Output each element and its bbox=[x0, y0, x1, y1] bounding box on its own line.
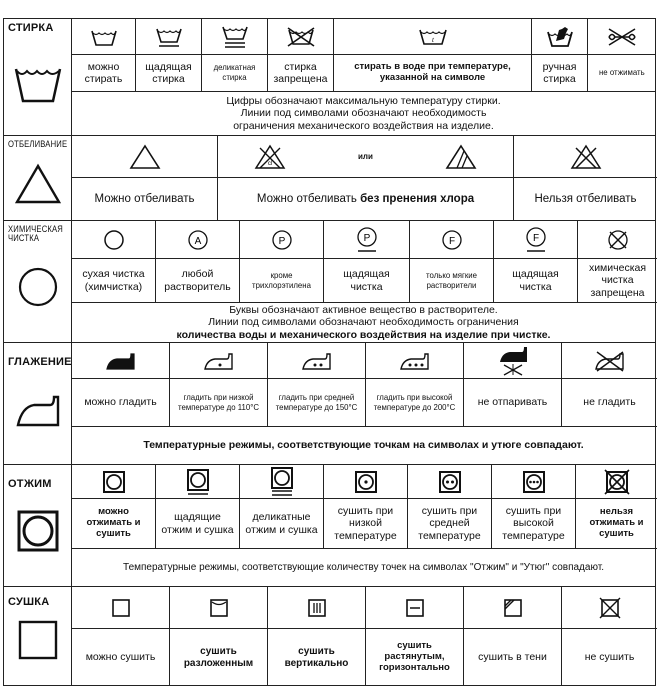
iron-plain-icon bbox=[105, 351, 137, 371]
letter-a-circle-icon bbox=[187, 229, 209, 251]
dry-flat-label-cell bbox=[170, 629, 268, 686]
no-spin-label: нельзя отжимать и сушить bbox=[589, 506, 644, 539]
delicate-spin-label: деликатные отжим и сушка bbox=[245, 511, 318, 536]
drycleaning-title-line: ХИМИЧЕСКАЯ bbox=[8, 224, 63, 234]
no-wring-icon-cell bbox=[588, 19, 655, 55]
iron-label: можно гладить bbox=[84, 396, 157, 409]
letter-p-circle-icon bbox=[271, 229, 293, 251]
svg-text:cl: cl bbox=[267, 160, 273, 167]
no-bleach-icon-cell bbox=[514, 136, 657, 178]
letter-f-underlined-icon bbox=[524, 226, 548, 254]
delicate-wash-icon-cell bbox=[202, 19, 268, 55]
dry-shade-icon-cell bbox=[464, 587, 562, 629]
no-steam-label-cell bbox=[464, 379, 562, 427]
washing-title: СТИРКА bbox=[8, 22, 54, 34]
bleaching-grid bbox=[72, 136, 655, 221]
drycleaning-grid bbox=[72, 221, 655, 303]
ironing-note: Температурные режимы, соответствующие точкам на символах и утюге совпадают. bbox=[143, 439, 584, 452]
no-trichlor-icon-cell bbox=[240, 221, 324, 259]
no-dryclean-icon-cell bbox=[578, 221, 657, 259]
delicate-wash-label-cell bbox=[202, 55, 268, 92]
letter-f-circle-icon bbox=[441, 229, 463, 251]
non-chlorine-label bbox=[255, 193, 476, 206]
no-trichlor-label-cell bbox=[240, 259, 324, 303]
no-dryclean-icon bbox=[606, 228, 630, 252]
mild-solvent-icon-cell bbox=[410, 221, 494, 259]
mild-solvent-label: только мягкие растворители bbox=[426, 269, 477, 290]
section-ironing bbox=[3, 343, 656, 465]
delicate-spin-icon-cell bbox=[240, 465, 324, 499]
temperature-wash-icon bbox=[418, 26, 448, 48]
no-wring-label: не отжимать bbox=[598, 67, 645, 78]
no-wash-icon-cell bbox=[268, 19, 334, 55]
dry-vertical-label: сушить вертикально bbox=[284, 646, 349, 669]
no-wring-label-cell bbox=[588, 55, 655, 92]
any-solvent-label: любой растворитель bbox=[164, 268, 231, 293]
temp-wash-label: стирать в воде при температуре, указанной на символе bbox=[354, 61, 511, 83]
washing-note bbox=[72, 92, 655, 135]
drycleaning-note-line: Буквы обозначают активное вещество в растворителе. bbox=[229, 303, 498, 316]
section-spinning bbox=[3, 465, 656, 587]
dry-vertical-label-cell bbox=[268, 629, 366, 686]
wash-tub-icon bbox=[90, 27, 118, 47]
no-dry-label-cell bbox=[562, 629, 657, 686]
dry-shade-icon bbox=[503, 598, 523, 618]
delicate-spin-label-cell bbox=[240, 499, 324, 549]
section-drying bbox=[3, 587, 656, 686]
dry-square-icon bbox=[111, 598, 131, 618]
no-dry-icon bbox=[599, 597, 621, 619]
iron-medium-icon-cell bbox=[268, 343, 366, 379]
non-chlorine-label-main: Можно отбеливать bbox=[256, 192, 357, 205]
spinning-grid bbox=[72, 465, 655, 549]
dry-line-icon bbox=[209, 598, 229, 618]
gentle-wash-label-cell bbox=[136, 55, 202, 92]
non-chlorine-label-cell bbox=[218, 178, 514, 221]
dry-shade-label-cell bbox=[464, 629, 562, 686]
spin-label: можно отжимать и сушить bbox=[86, 506, 141, 539]
tumble-delicate-icon bbox=[270, 466, 294, 497]
tumble-one-dot-icon bbox=[354, 470, 378, 494]
solvent-letter: A bbox=[194, 235, 201, 247]
iron-low-label: гладить при низкой температуре до 110°C bbox=[177, 391, 260, 412]
temp-wash-label-cell bbox=[334, 55, 532, 92]
letter-p-underlined-icon bbox=[355, 226, 379, 254]
ironing-title: ГЛАЖЕНИЕ bbox=[8, 356, 72, 368]
wash-label: можно стирать bbox=[84, 60, 123, 85]
dry-label: можно сушить bbox=[85, 651, 156, 664]
dry-low-icon-cell bbox=[324, 465, 408, 499]
no-wring-icon bbox=[605, 27, 639, 47]
iron-medium-label: гладить при средней температуре до 150°C bbox=[275, 391, 358, 412]
no-dry-icon-cell bbox=[562, 587, 657, 629]
hand-wash-icon-cell bbox=[532, 19, 588, 55]
dry-low-label: сушить при низкой температуре bbox=[334, 505, 397, 542]
iron-label-cell bbox=[72, 379, 170, 427]
iron-icon bbox=[14, 389, 62, 433]
gentle-f-icon-cell bbox=[494, 221, 578, 259]
gentle-p-icon-cell bbox=[324, 221, 410, 259]
iron-high-icon-cell bbox=[366, 343, 464, 379]
tumble-icon bbox=[102, 470, 126, 494]
no-trichlor-label: кроме трихлорэтилена bbox=[252, 269, 311, 290]
washing-header bbox=[4, 19, 72, 135]
any-solvent-label-cell bbox=[156, 259, 240, 303]
crossed-cl-triangle-icon bbox=[254, 144, 286, 170]
no-bleach-label: Нельзя отбеливать bbox=[534, 192, 637, 205]
no-steam-icon-cell bbox=[464, 343, 562, 379]
iron-high-label-cell bbox=[366, 379, 464, 427]
iron-high-label: гладить при высокой температуре до 200°C bbox=[373, 391, 456, 412]
any-solvent-icon-cell bbox=[156, 221, 240, 259]
no-iron-label: не гладить bbox=[583, 396, 636, 409]
iron-medium-label-cell bbox=[268, 379, 366, 427]
washing-note-line: Цифры обозначают максимальную температуру стирки. bbox=[226, 94, 501, 107]
temp-wash-icon-cell bbox=[334, 19, 532, 55]
no-tumble-icon bbox=[604, 469, 630, 495]
tumble-gentle-icon bbox=[186, 468, 210, 496]
tumble-dry-icon bbox=[14, 509, 62, 553]
gentle-p-label-cell bbox=[324, 259, 410, 303]
dry-shade-label: сушить в тени bbox=[478, 651, 547, 664]
section-drycleaning bbox=[3, 221, 656, 343]
delicate-wash-label: деликатная стирка bbox=[213, 62, 256, 82]
spin-icon-cell bbox=[72, 465, 156, 499]
no-steam-icon bbox=[496, 346, 530, 376]
ironing-header bbox=[4, 343, 72, 464]
no-bleach-label-cell bbox=[514, 178, 657, 221]
dry-vertical-lines-icon bbox=[307, 598, 327, 618]
no-bleach-icon bbox=[570, 144, 602, 170]
hand-wash-icon bbox=[545, 24, 575, 50]
bleach-icon-cell bbox=[72, 136, 218, 178]
drycleaning-note-line: количества воды и механического воздействия на изделие при чистке. bbox=[176, 328, 551, 341]
gentle-f-label: щадящая чистка bbox=[512, 268, 559, 293]
gentle-f-label-cell bbox=[494, 259, 578, 303]
drying-square-icon bbox=[14, 619, 62, 663]
solvent-letter: F bbox=[532, 232, 539, 244]
tumble-three-dots-icon bbox=[522, 470, 546, 494]
drycleaning-header bbox=[4, 221, 72, 342]
gentle-wash-label: щадящая стирка bbox=[145, 60, 192, 85]
dry-vertical-icon-cell bbox=[268, 587, 366, 629]
bleach-triangle-icon bbox=[129, 144, 161, 170]
washing-note-line: ограничения механического воздействия на изделие. bbox=[233, 119, 494, 132]
iron-one-dot-icon bbox=[203, 351, 235, 371]
drying-header bbox=[4, 587, 72, 685]
drycleaning-note bbox=[72, 303, 655, 342]
dryclean-icon-cell bbox=[72, 221, 156, 259]
spin-label-cell bbox=[72, 499, 156, 549]
washing-note-line: Линии под символами обозначают необходимость bbox=[240, 107, 487, 120]
striped-triangle-icon bbox=[445, 144, 477, 170]
gentle-wash-icon-cell bbox=[136, 19, 202, 55]
bleach-label-cell bbox=[72, 178, 218, 221]
wash-icon-cell bbox=[72, 19, 136, 55]
no-wash-label: стирка запрещена bbox=[273, 60, 328, 85]
dry-horizontal-icon-cell bbox=[366, 587, 464, 629]
non-chlorine-label-bold: без пренения хлора bbox=[360, 192, 475, 205]
washtub-icon bbox=[14, 63, 62, 107]
drycleaning-title-line: ЧИСТКА bbox=[8, 233, 40, 244]
no-iron-icon-cell bbox=[562, 343, 657, 379]
no-wash-label-cell bbox=[268, 55, 334, 92]
tumble-two-dots-icon bbox=[438, 470, 462, 494]
spinning-note: Температурные режимы, соответствующие количеству точек на символах "Отжим" и "Утюг" совпадают. bbox=[123, 561, 604, 573]
washing-grid bbox=[72, 19, 655, 92]
no-dryclean-label: химическая чистка запрещена bbox=[588, 262, 647, 299]
gentle-wash-icon bbox=[155, 26, 183, 48]
iron-two-dots-icon bbox=[301, 351, 333, 371]
no-wash-icon bbox=[286, 26, 316, 48]
dry-label-cell bbox=[72, 629, 170, 686]
iron-low-label-cell bbox=[170, 379, 268, 427]
dry-medium-icon-cell bbox=[408, 465, 492, 499]
no-spin-icon-cell bbox=[576, 465, 657, 499]
solvent-letter: F bbox=[448, 235, 455, 247]
iron-icon-cell bbox=[72, 343, 170, 379]
dry-horizontal-line-icon bbox=[405, 598, 425, 618]
triangle-icon bbox=[14, 162, 62, 206]
dry-high-label: сушить при высокой температуре bbox=[502, 505, 565, 542]
section-bleaching bbox=[3, 136, 656, 221]
bleach-label: Можно отбеливать bbox=[94, 192, 195, 205]
no-dryclean-label-cell bbox=[578, 259, 657, 303]
drying-title: СУШКА bbox=[8, 596, 50, 608]
dry-low-label-cell bbox=[324, 499, 408, 549]
gentle-spin-label: щадящие отжим и сушка bbox=[161, 511, 234, 536]
dryclean-label: сухая чистка (химчистка) bbox=[82, 268, 145, 293]
circle-icon bbox=[14, 265, 62, 309]
dryclean-circle-icon bbox=[103, 229, 125, 251]
dry-horizontal-label: сушить растянутым, горизонтально bbox=[379, 640, 450, 673]
non-chlorine-icon-cell bbox=[218, 136, 514, 178]
delicate-wash-icon bbox=[221, 25, 249, 49]
or-text: или bbox=[358, 152, 373, 161]
section-washing bbox=[3, 18, 656, 136]
drying-grid bbox=[72, 587, 655, 686]
dry-icon-cell bbox=[72, 587, 170, 629]
svg-text:t: t bbox=[431, 35, 434, 44]
solvent-letter: P bbox=[278, 235, 285, 247]
dry-flat-icon-cell bbox=[170, 587, 268, 629]
drycleaning-note-line: Линии под символами обозначают необходимость ограничения bbox=[208, 316, 519, 329]
spinning-header bbox=[4, 465, 72, 586]
drycleaning-title bbox=[8, 225, 69, 244]
gentle-spin-label-cell bbox=[156, 499, 240, 549]
gentle-p-label: щадящая чистка bbox=[343, 268, 390, 293]
no-iron-label-cell bbox=[562, 379, 657, 427]
iron-three-dots-icon bbox=[399, 351, 431, 371]
wash-label-cell bbox=[72, 55, 136, 92]
dryclean-label-cell bbox=[72, 259, 156, 303]
no-spin-label-cell bbox=[576, 499, 657, 549]
dry-high-label-cell bbox=[492, 499, 576, 549]
dry-medium-label: сушить при средней температуре bbox=[418, 505, 481, 542]
gentle-spin-icon-cell bbox=[156, 465, 240, 499]
no-iron-icon bbox=[593, 350, 627, 372]
spinning-title: ОТЖИМ bbox=[8, 478, 52, 490]
bleaching-header bbox=[4, 136, 72, 220]
dry-flat-label: сушить разложенным bbox=[183, 646, 254, 669]
ironing-grid bbox=[72, 343, 655, 427]
mild-solvent-label-cell bbox=[410, 259, 494, 303]
hand-wash-label: ручная стирка bbox=[542, 60, 577, 85]
bleaching-title: ОТБЕЛИВАНИЕ bbox=[8, 139, 68, 149]
dry-high-icon-cell bbox=[492, 465, 576, 499]
solvent-letter: P bbox=[363, 232, 370, 244]
dry-horizontal-label-cell bbox=[366, 629, 464, 686]
no-dry-label: не сушить bbox=[584, 651, 635, 664]
dry-medium-label-cell bbox=[408, 499, 492, 549]
no-steam-label: не отпаривать bbox=[477, 396, 548, 409]
iron-low-icon-cell bbox=[170, 343, 268, 379]
hand-wash-label-cell bbox=[532, 55, 588, 92]
